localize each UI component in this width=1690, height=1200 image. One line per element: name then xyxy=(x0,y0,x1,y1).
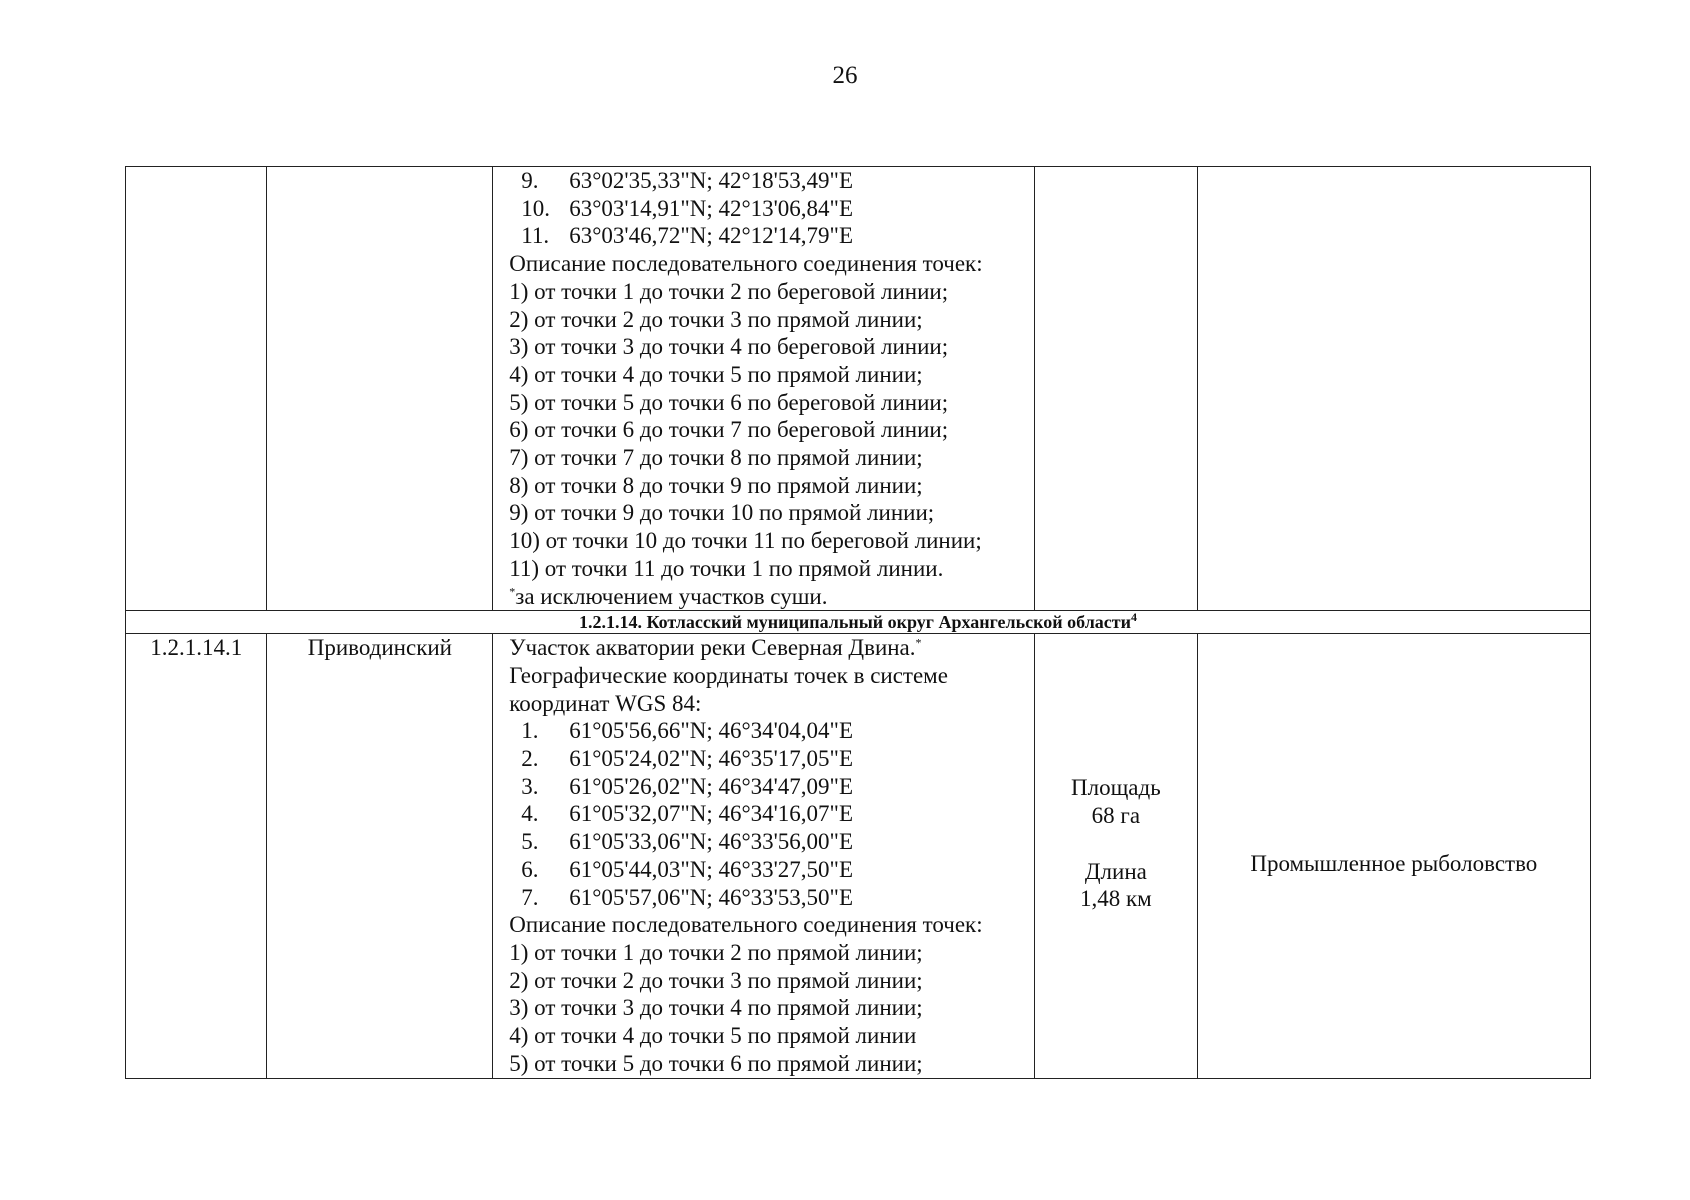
entry-name: Приводинский xyxy=(267,634,493,1078)
connection-description-header: Описание последовательного соединения точек: xyxy=(509,912,983,938)
coordinate-point: 10. 63°03'14,91"N; 42°13'06,84"E xyxy=(521,195,853,221)
continuation-name-cell xyxy=(267,167,493,611)
coordinate-point: 7. 61°05'57,06"N; 46°33'53,50"E xyxy=(521,884,853,910)
coords-header: Географические координаты точек в системе xyxy=(509,662,948,688)
connection-step: 6) от точки 6 до точки 7 по береговой линии; xyxy=(509,417,949,443)
connection-step: 2) от точки 2 до точки 3 по прямой линии; xyxy=(509,967,923,993)
entry-row xyxy=(126,634,1591,1078)
coordinate-point: 2. 61°05'24,02"N; 46°35'17,05"E xyxy=(521,746,853,772)
coordinate-point: 4. 61°05'32,07"N; 46°34'16,07"E xyxy=(521,801,853,827)
connection-step: 10) от точки 10 до точки 11 по береговой линии; xyxy=(509,528,982,554)
registry-table xyxy=(125,166,1591,1079)
entry-id: 1.2.1.14.1 xyxy=(126,634,267,1078)
coordinate-point: 6. 61°05'44,03"N; 46°33'27,50"E xyxy=(521,856,853,882)
connection-description-header: Описание последовательного соединения точек: xyxy=(509,251,983,277)
connection-step: 4) от точки 4 до точки 5 по прямой линии; xyxy=(509,361,923,387)
connection-step: 1) от точки 1 до точки 2 по береговой линии; xyxy=(509,278,949,304)
coordinate-point: 1. 61°05'56,66"N; 46°34'04,04"E xyxy=(521,718,853,744)
continuation-id-cell xyxy=(126,167,267,611)
area-label: Площадь xyxy=(1071,775,1161,801)
coordinate-point: 11. 63°03'46,72"N; 42°12'14,79"E xyxy=(521,223,853,249)
section-title: 1.2.1.14. Котласский муниципальный округ Архангельской области$^4$ xyxy=(126,611,1591,634)
exclusion-footnote: *за исключением участков суши. xyxy=(509,583,828,609)
connection-step: 5) от точки 5 до точки 6 по береговой линии; xyxy=(509,389,949,415)
area-value: 68 га xyxy=(1091,802,1141,828)
coords-header-cont: координат WGS 84: xyxy=(509,690,702,716)
connection-step: 3) от точки 3 до точки 4 по прямой линии; xyxy=(509,995,923,1021)
connection-step: 1) от точки 1 до точки 2 по прямой линии; xyxy=(509,939,923,965)
connection-step: 4) от точки 4 до точки 5 по прямой линии xyxy=(509,1023,917,1049)
connection-step: 5) от точки 5 до точки 6 по прямой линии; xyxy=(509,1050,923,1076)
connection-step: 3) от точки 3 до точки 4 по береговой линии; xyxy=(509,334,949,360)
continuation-measure-cell xyxy=(1035,167,1198,611)
entry-intro: Участок акватории реки Северная Двина.* xyxy=(509,635,922,661)
coordinate-point: 5. 61°05'33,06"N; 46°33'56,00"E xyxy=(521,829,853,855)
continuation-use-cell xyxy=(1197,167,1590,611)
page-number: 26 xyxy=(832,62,858,89)
connection-step: 11) от точки 11 до точки 1 по прямой линии. xyxy=(509,555,944,581)
entry-measure-cell xyxy=(1035,634,1198,1078)
connection-step: 8) от точки 8 до точки 9 по прямой линии; xyxy=(509,472,923,498)
coordinate-point: 3. 61°05'26,02"N; 46°34'47,09"E xyxy=(521,773,853,799)
length-value: 1,48 км xyxy=(1079,886,1152,912)
connection-step: 2) от точки 2 до точки 3 по прямой линии; xyxy=(509,306,923,332)
connection-step: 9) от точки 9 до точки 10 по прямой линии; xyxy=(509,500,935,526)
length-label: Длина xyxy=(1084,858,1147,884)
entry-use: Промышленное рыболовство xyxy=(1197,634,1590,1078)
continuation-row xyxy=(126,167,1591,611)
connection-step: 7) от точки 7 до точки 8 по прямой линии; xyxy=(509,445,923,471)
section-header-row xyxy=(126,611,1591,634)
coordinate-point: 9. 63°02'35,33"N; 42°18'53,49"E xyxy=(521,168,853,193)
continuation-description-cell xyxy=(493,167,1035,611)
entry-description-cell xyxy=(493,634,1035,1078)
